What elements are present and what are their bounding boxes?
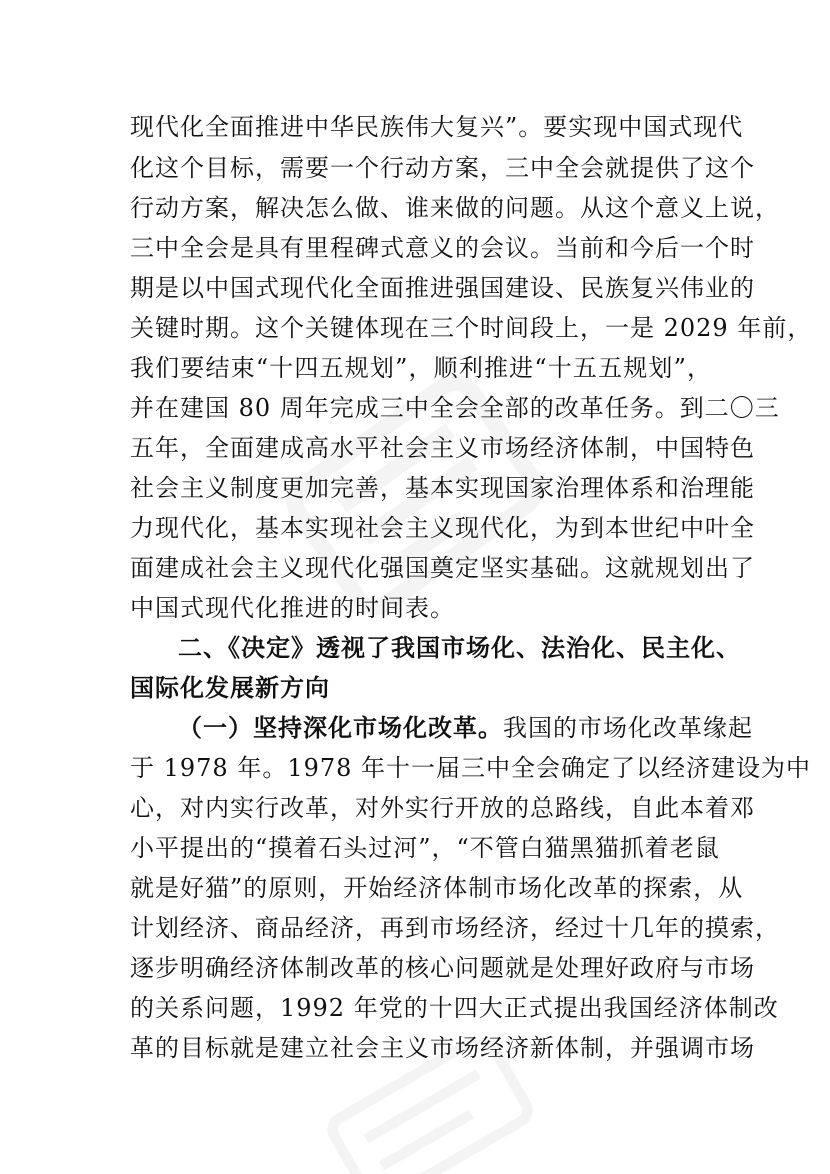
- section-heading-line-1: 二、《决定》透视了我国市场化、法治化、民主化、: [178, 634, 741, 662]
- body-line-12: 面建成社会主义现代化强国奠定坚实基础。这就规划出了: [130, 554, 755, 582]
- subsection-first-line-text: 我国的市场化改革缘起: [503, 714, 753, 742]
- body-line-8: 并在建国 80 周年完成三中全会全部的改革任务。到二〇三: [130, 394, 780, 422]
- subsection-line-6: 逐步明确经济体制改革的核心问题就是处理好政府与市场: [130, 954, 755, 982]
- body-line-3: 行动方案，解决怎么做、谁来做的问题。从这个意义上说，: [130, 194, 780, 222]
- subsection-first-line: [178, 713, 753, 743]
- body-line-5: 期是以中国式现代化全面推进强国建设、民族复兴伟业的: [130, 274, 755, 302]
- body-line-6: 关键时期。这个关键体现在三个时间段上，一是 2029 年前，: [130, 314, 813, 342]
- body-line-11: 力现代化，基本实现社会主义现代化，为到本世纪中叶全: [130, 514, 755, 542]
- body-line-10: 社会主义制度更加完善，基本实现国家治理体系和治理能: [130, 474, 755, 502]
- subsection-line-5: 计划经济、商品经济，再到市场经济，经过十几年的摸索，: [130, 914, 780, 942]
- section-heading-line-2: 国际化发展新方向: [130, 674, 330, 702]
- body-line-2: 化这个目标，需要一个行动方案，三中全会就提供了这个: [130, 154, 755, 182]
- subsection-line-8: 革的目标就是建立社会主义市场经济新体制，并强调市场: [130, 1034, 755, 1062]
- subsection-title: （一）坚持深化市场化改革。: [178, 714, 503, 742]
- subsection-line-1: 于 1978 年。1978 年十一届三中全会确定了以经济建设为中: [130, 754, 812, 782]
- body-line-9: 五年，全面建成高水平社会主义市场经济体制，中国特色: [130, 434, 755, 462]
- subsection-line-3: 小平提出的“摸着石头过河”，“不管白猫黑猫抓着老鼠: [130, 834, 720, 862]
- subsection-line-2: 心，对内实行改革，对外实行开放的总路线，自此本着邓: [130, 794, 755, 822]
- subsection-line-4: 就是好猫”的原则，开始经济体制市场化改革的探索，从: [130, 874, 744, 902]
- body-line-1: 现代化全面推进中华民族伟大复兴”。要实现中国式现代: [130, 113, 744, 141]
- body-line-4: 三中全会是具有里程碑式意义的会议。当前和今后一个时: [130, 234, 755, 262]
- body-line-13: 中国式现代化推进的时间表。: [130, 594, 455, 622]
- subsection-line-7: 的关系问题，1992 年党的十四大正式提出我国经济体制改: [130, 994, 779, 1022]
- body-line-7: 我们要结束“十四五规划”，顺利推进“十五五规划”，: [130, 354, 712, 382]
